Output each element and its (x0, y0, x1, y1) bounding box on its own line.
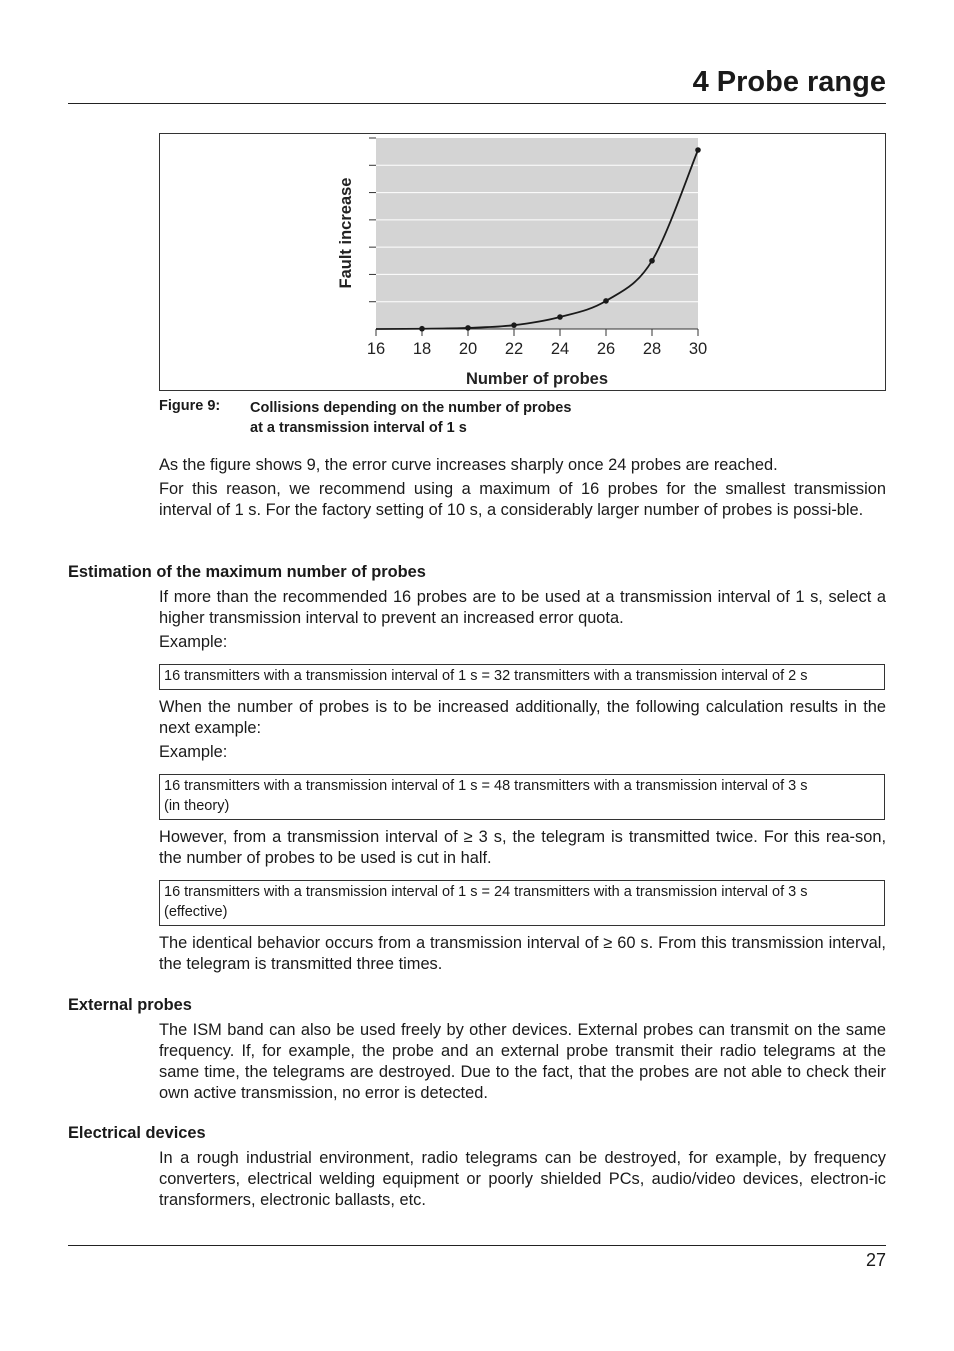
heading-estimation: Estimation of the maximum number of probes (68, 563, 426, 581)
figure-label: Figure 9: (159, 398, 221, 414)
example-box-2 (159, 774, 885, 820)
chapter-title: 4 Probe range (692, 66, 886, 98)
data-point (419, 326, 425, 332)
paragraph-transmitted-twice: However, from a transmission interval of ≥ 3 s, the telegram is transmitted twice. For this rea-son, the number of probes to be used is cut in half. (159, 828, 886, 867)
example-box-1 (159, 664, 885, 690)
x-axis-title: Number of probes (465, 370, 609, 388)
heading-electrical-devices: Electrical devices (68, 1124, 206, 1142)
x-tick-label: 26 (596, 340, 616, 358)
data-point (695, 147, 701, 153)
example-label-1: Example: (159, 633, 228, 651)
x-tick-label: 16 (366, 340, 386, 358)
data-point (465, 325, 471, 331)
data-point (603, 298, 609, 304)
example-label-2: Example: (159, 743, 228, 761)
paragraph-increase: When the number of probes is to be increased additionally, the following calculation results in the next example: (159, 698, 886, 737)
paragraph-recommendation: For this reason, we recommend using a maximum of 16 probes for the smallest transmission interval of 1 s. For the factory setting of 10 s, a considerably larger number of probes is possi-ble. (159, 480, 886, 519)
x-tick-label: 30 (688, 340, 708, 358)
data-point (557, 314, 563, 320)
fault-chart (0, 0, 954, 400)
figure-caption-line-1: Collisions depending on the number of probes (250, 400, 572, 416)
footer-rule (68, 1245, 886, 1246)
data-point (511, 322, 517, 328)
x-tick-label: 28 (642, 340, 662, 358)
paragraph-external-probes: The ISM band can also be used freely by other devices. External probes can transmit on the same frequency. If, for example, the probe and an external probe transmit their radio telegrams at the same time, the telegrams are destroyed. Due to the fact, that the probes are not able to check their own active transmission, no error is detected. (159, 1021, 886, 1102)
example-box-3-line-1: 16 transmitters with a transmission interval of 1 s = 24 transmitters with a transmission interval of 3 s (164, 884, 808, 900)
y-axis-ticks (369, 138, 376, 302)
plot-area (376, 138, 698, 329)
example-box-3-line-2: (effective) (164, 904, 228, 920)
x-tick-label: 24 (550, 340, 570, 358)
paragraph-electrical-devices: In a rough industrial environment, radio telegrams can be destroyed, for example, by frequency converters, electrical welding equipment or poorly shielded PCs, audio/video devices, electron-ic transformers, electronic ballasts, etc. (159, 1149, 886, 1209)
x-tick-label: 22 (504, 340, 524, 358)
page-number: 27 (865, 1250, 886, 1270)
heading-external-probes: External probes (68, 996, 192, 1014)
example-box-2-line-1: 16 transmitters with a transmission interval of 1 s = 48 transmitters with a transmission interval of 3 s (164, 778, 808, 794)
example-box-3 (159, 880, 885, 926)
example-box-2-line-2: (in theory) (164, 798, 230, 814)
paragraph-transmitted-three-times: The identical behavior occurs from a transmission interval of ≥ 60 s. From this transmission interval, the telegram is transmitted three times. (159, 934, 886, 973)
figure-caption (250, 398, 571, 438)
x-tick-labels (367, 340, 707, 358)
x-tick-label: 18 (412, 340, 432, 358)
paragraph-figure-summary: As the figure shows 9, the error curve increases sharply once 24 probes are reached. (159, 456, 778, 474)
x-tick-label: 20 (458, 340, 478, 358)
data-point (649, 258, 655, 264)
figure-caption-line-2: at a transmission interval of 1 s (250, 420, 467, 436)
example-box-1-text: 16 transmitters with a transmission interval of 1 s = 32 transmitters with a transmission interval of 2 s (164, 668, 808, 684)
y-axis-title: Fault increase (337, 177, 355, 289)
paragraph-estimation-intro: If more than the recommended 16 probes are to be used at a transmission interval of 1 s, select a higher transmission interval to prevent an increased error quota. (159, 588, 886, 627)
